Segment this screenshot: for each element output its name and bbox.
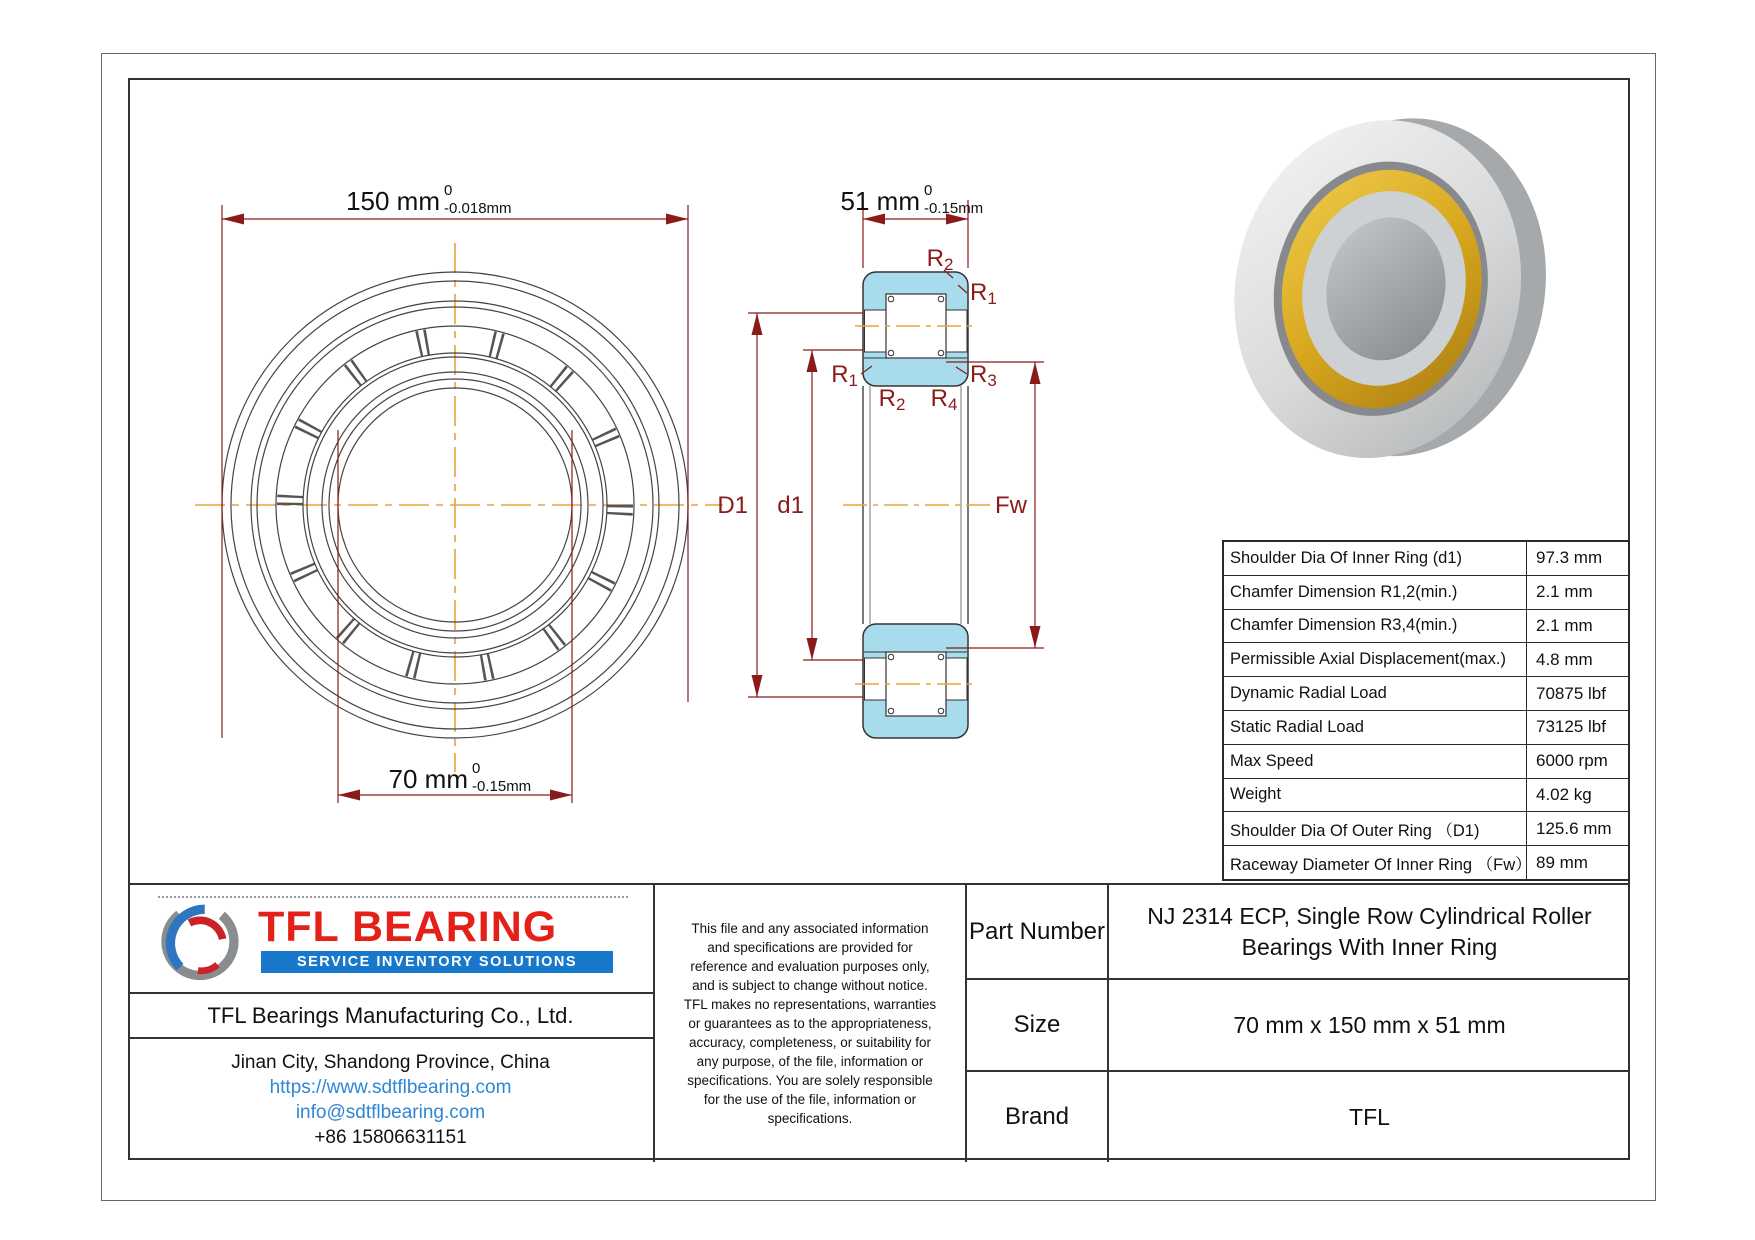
spec-value: 4.02 kg [1536, 784, 1592, 804]
spec-value: 73125 lbf [1536, 717, 1606, 737]
spec-label: Raceway Diameter Of Inner Ring （Fw） [1224, 846, 1527, 879]
bore-diameter-value: 70 mm [388, 764, 468, 794]
spec-label: Shoulder Dia Of Outer Ring （D1) [1224, 812, 1527, 845]
table-row [1224, 846, 1628, 879]
disclaimer-text: This file and any associated information and specifications are provided for reference and evaluation purposes only, and is subject to change without notice. TFL makes no representations, warranties or guarantees as to the appropriateness, accuracy, completeness, or suitability for any purpose, of the file, information or specifications. You are solely responsible for the use of the file, information or specifications. [683, 921, 937, 1126]
label-R2-top: R2 [926, 245, 954, 274]
table-row [1224, 779, 1628, 813]
title-block [128, 883, 1630, 1162]
front-view-drawing [195, 243, 723, 772]
spec-value: 6000 rpm [1536, 751, 1608, 771]
table-row [1224, 643, 1628, 677]
outer-diameter-tol-lower: -0.018mm [444, 200, 512, 217]
contact-info [128, 1039, 653, 1160]
field-label-part-number: Part Number [968, 917, 1106, 945]
width-tol-lower: -0.15mm [924, 200, 984, 217]
table-row [1224, 677, 1628, 711]
brand-wordmark: TFL BEARING [258, 903, 558, 951]
spec-label: Shoulder Dia Of Inner Ring (d1) [1224, 542, 1527, 575]
label-R1-right: R1 [970, 279, 997, 308]
tfl-logo-icon [158, 900, 243, 985]
dimension-width [841, 182, 984, 268]
spec-value: 70875 lbf [1536, 683, 1606, 703]
label-R2-bottom: R2 [878, 385, 906, 414]
field-value-part-number: NJ 2314 ECP, Single Row Cylindrical Roller Bearings With Inner Ring [1147, 902, 1592, 960]
label-R3-right: R3 [970, 361, 997, 390]
brand-tagline-banner: SERVICE INVENTORY SOLUTIONS [261, 951, 613, 973]
field-label-brand: Brand [1004, 1103, 1070, 1130]
spec-value: 89 mm [1536, 852, 1588, 872]
label-d1: d1 [777, 492, 804, 519]
bore-diameter-tol-upper: 0 [472, 760, 481, 777]
cross-section-drawing [843, 272, 992, 738]
table-row [1224, 711, 1628, 745]
spec-label: Max Speed [1224, 745, 1527, 778]
spec-value: 2.1 mm [1536, 582, 1593, 602]
label-Fw: Fw [995, 492, 1027, 519]
spec-label: Static Radial Load [1224, 711, 1527, 744]
label-R1-left: R1 [831, 361, 858, 390]
spec-value: 125.6 mm [1536, 818, 1612, 838]
outer-diameter-value: 150 mm [346, 186, 440, 216]
table-row [1224, 610, 1628, 644]
spec-label: Chamfer Dimension R1,2(min.) [1224, 576, 1527, 609]
field-label-size: Size [1013, 1011, 1061, 1038]
field-value-brand: TFL [1349, 1103, 1390, 1130]
label-R4-bottom: R4 [930, 385, 958, 414]
table-row [1224, 745, 1628, 779]
spec-label: Permissible Axial Displacement(max.) [1224, 643, 1527, 676]
spec-label: Chamfer Dimension R3,4(min.) [1224, 610, 1527, 643]
spec-value: 2.1 mm [1536, 615, 1593, 635]
width-value: 51 mm [840, 186, 920, 216]
logo-cell [128, 885, 653, 992]
spec-value: 97.3 mm [1536, 548, 1603, 568]
website-link[interactable]: https://www.sdtflbearing.com [269, 1076, 512, 1098]
specification-table [1222, 540, 1630, 881]
spec-value: 4.8 mm [1536, 649, 1593, 669]
company-address: Jinan City, Shandong Province, China [231, 1051, 550, 1073]
divider-dotted [158, 896, 628, 898]
spec-label: Weight [1224, 779, 1527, 812]
field-value-size: 70 mm x 150 mm x 51 mm [1233, 1011, 1506, 1038]
phone-number: +86 15806631151 [314, 1126, 467, 1148]
bore-diameter-tol-lower: -0.15mm [472, 778, 532, 795]
table-row [1224, 812, 1628, 846]
table-row [1224, 576, 1628, 610]
label-D1: D1 [717, 492, 748, 519]
email-link[interactable]: info@sdtflbearing.com [295, 1101, 486, 1123]
spec-label: Dynamic Radial Load [1224, 677, 1527, 710]
table-row [1224, 542, 1628, 576]
outer-diameter-tol-upper: 0 [444, 182, 453, 199]
company-name: TFL Bearings Manufacturing Co., Ltd. [207, 1002, 574, 1028]
bearing-3d-render [1203, 86, 1576, 489]
width-tol-upper: 0 [924, 182, 933, 199]
